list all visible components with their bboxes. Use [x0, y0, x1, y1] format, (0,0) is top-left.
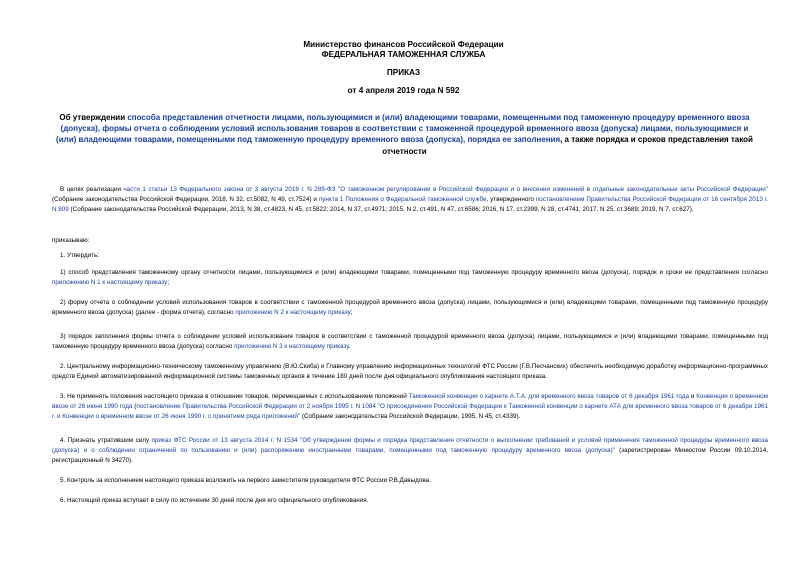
link-government-decree-1084[interactable]: постановление Правительства Российской Федерации от 2 ноября 1995 г. N 1084 "О присоединении Российской Федерации к Таможенной конвенции о карнете АТА для временного ввоза товаров от 6 декабря 1961 г. и Конвенции о временном ввозе от 26 июня 1990 г. с принятием ряда приложений" [52, 403, 768, 421]
item-2: 2. Центральному информационно-техническому таможенному управлению (В.Ю.Скиба) и Главному управлению информационных технологий ФТС России (Г.В.Песчанских) обеспечить необходимую доработку информационно-программных средств Единой автоматизированной информационной системы таможенных органов в течение 180 дней после дня официального опубликования настоящего приказа. [52, 363, 768, 381]
sub-item-2-end: ; [350, 309, 353, 317]
link-federal-law-289[interactable]: части 1 статьи 13 Федерального закона от 3 августа 2018 г. N 289-ФЗ "О таможенном регулировании в Российской Федерации и о внесении изменений в отдельные законодательные акты Российской Федерации" [123, 186, 768, 193]
link-appendix-1[interactable]: приложению N 1 к настоящему приказу [52, 279, 168, 287]
title-link[interactable]: способа представления отчетности лицами, пользующимися и (или) владеющими товарами, помещенными под таможенную процедуру временного ввоза (допуска), формы отчета о соблюдении условий использования товаров в соответствии с таможенной процедурой временного ввоза (допуска) лицами, пользующимися и (или) владеющими товарами, помещенными под таможенную процедуру временного ввоза (допуска), порядка ее заполнения [56, 113, 750, 145]
sub-item-1 [52, 268, 768, 288]
sub-item-2 [52, 298, 768, 318]
item-3-text-2: и [688, 393, 697, 400]
item-6: 6. Настоящий приказ вступает в силу по истечении 30 дней после дня его официального опубликования. [60, 497, 369, 504]
preamble-text-2: (Собрание законодательства Российской Федерации, 2018, N 32, ст.5082, N 49, ст.7524) и [52, 196, 319, 204]
document-date-number: от 4 апреля 2019 года N 592 [347, 86, 460, 95]
item-3-text-4: (Собрание законодательства Российской Федерации, 1995, N 45, ст.4339). [300, 413, 521, 421]
ministry-name: Министерство финансов Российской Федерации [303, 40, 504, 49]
sub-item-1-text: 1) способ представления таможенному органу отчетности лицами, пользующимися и (или) владеющими товарами, помещенными под таможенную процедуру временного ввоза (допуска), порядок и сроки ее представления согласно [60, 269, 768, 276]
preamble-text-4: (Собрание законодательства Российской Федерации, 2013, N 38, ст.4823, N 45, ст.5822; 2014, N 37, ст.4971; 2015, N 2, ст.491, N 47, ст.6586; 2016, N 17, ст.2399, N 28, ст.4741; 2017, N 25, ст.3689; 2019, N 7, ст.627), [68, 206, 694, 214]
item-3-text-3: ( [132, 403, 137, 411]
item-4 [52, 436, 768, 467]
link-appendix-2[interactable]: приложению N 2 к настоящему приказу [235, 309, 351, 317]
document-type: ПРИКАЗ [386, 68, 421, 77]
item-5: 5. Контроль за исполнением настоящего приказа возложить на первого заместителя руководителя ФТС России Р.В.Давыдова. [60, 477, 431, 484]
preamble-text-3: , утвержденного [486, 196, 536, 204]
sub-item-2-text: 2) форму отчета о соблюдении условий использования товаров в соответствии с таможенной процедурой временного ввоза (допуска) лицами, пользующимися и (или) владеющими товарами, помещенными под таможенную процедуру временного ввоза (допуска) (далее - форма отчета), согласно [52, 299, 768, 317]
item-1: 1. Утвердить: [60, 252, 100, 259]
preamble-paragraph [52, 185, 768, 216]
item-4-text-1: 4. Признать утратившим силу [60, 437, 152, 444]
link-fts-regulation[interactable]: пункта 1 Положения о Федеральной таможенной службе [318, 196, 487, 204]
link-fts-order-1534[interactable]: приказ ФТС России от 13 августа 2014 г. N 1534 "Об утверждении формы и порядка представления отчетности о выполнении требований и условий применения таможенной процедуры временного ввоза (допуска) и о соблюдении ограничений по пользованию и (или) распоряжению иностранными товарами, помещенными под таможенную процедуру временного ввоза (допуска)" [52, 437, 768, 455]
preamble-text-1: В целях реализации [60, 186, 124, 193]
title-prefix: Об утверждении [59, 113, 128, 122]
sub-item-1-end: ; [167, 279, 170, 287]
sub-item-3-end: . [348, 343, 351, 351]
sub-item-3-text: 3) порядок заполнения формы отчета о соблюдении условий использования товаров в соответствии с таможенной процедурой временного ввоза (допуска) лицами, пользующимися и (или) владеющими товарами, помещенными под таможенную процедуру временного ввоза (допуска) согласно [52, 333, 768, 351]
title-suffix: , а также порядка и сроков представления такой отчетности [382, 135, 753, 156]
link-temporary-admission-convention[interactable]: Конвенции о временном ввозе от 26 июня 1990 года [52, 393, 768, 411]
item-4-text-2: (зарегистрирован Минюстом России 09.10.2014, регистрационный N 34270). [52, 447, 768, 465]
document-title [52, 112, 757, 157]
item-3-text-1: 3. Не применять положения настоящего приказа в отношении товаров, перемещаемых с использованием положений [60, 393, 409, 400]
link-ata-carnet-convention[interactable]: Таможенной конвенции о карнете А.Т.А. для временного ввоза товаров от 6 декабря 1961 года [408, 393, 689, 400]
service-name: ФЕДЕРАЛЬНАЯ ТАМОЖЕННАЯ СЛУЖБА [321, 50, 486, 59]
sub-item-3 [52, 332, 768, 352]
link-government-decree-809[interactable]: постановлением Правительства Российской Федерации от 16 сентября 2013 г. N 809 [52, 196, 768, 214]
orders-label: приказываю: [52, 237, 90, 244]
link-appendix-3[interactable]: приложению N 3 к настоящему приказу [234, 343, 349, 351]
item-3 [52, 392, 768, 423]
